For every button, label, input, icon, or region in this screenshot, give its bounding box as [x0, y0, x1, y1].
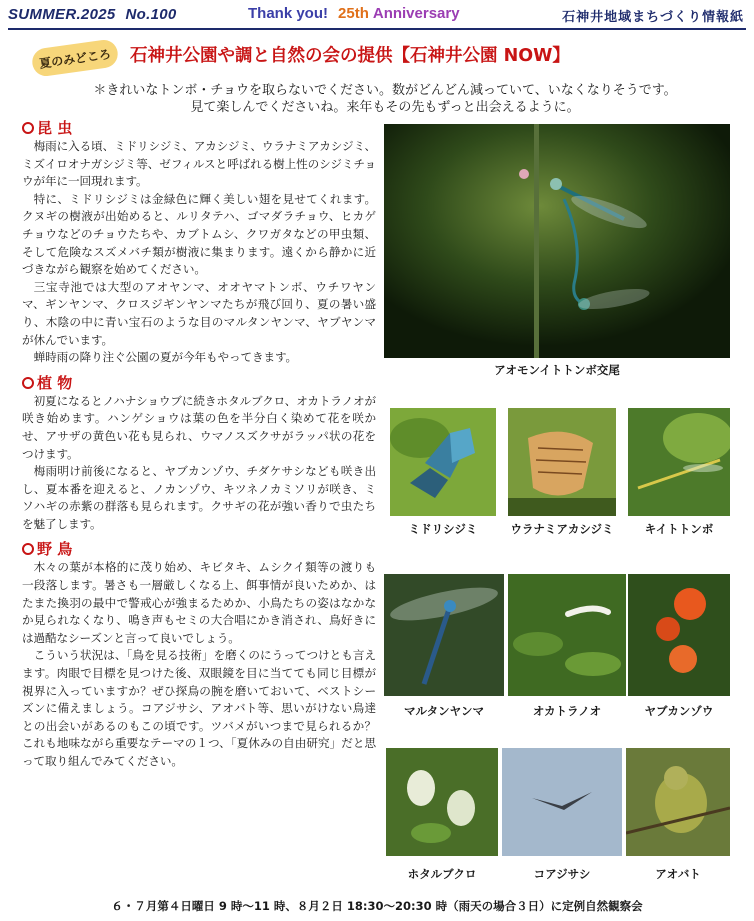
insects-paragraph: 特に、ミドリシジミは金緑色に輝く美しい翅を見せてくれます。クヌギの樹液が出始めると、ルリタテハ、ゴマダラチョウ、ヒカゲチョウなどのチョウたちや、カブトムシ、クワガタなどの甲虫類、そして危険なスズメバチ類が樹液に集まります。遠くから静かに近づきながら観察を始めてください。	[22, 191, 376, 277]
article-title: 石神井公園や調と自然の会の提供【石神井公園 NOW】	[130, 46, 570, 66]
photo-kiito-tombo	[628, 408, 730, 516]
anniversary-number: 25th	[338, 5, 369, 22]
article-body	[22, 116, 376, 771]
plants-paragraph: 初夏になるとノハナショウブに続きホタルブクロ、オカトラノオが咲き始めます。ハンゲショウは葉の色を半分白く染めて花を咲かせ、アサザの黄色い花も見られ、ウマノスズクサがラッパ状の花をつけます。	[22, 393, 376, 461]
caption-midori: ミドリシジミ	[408, 522, 478, 536]
photo-midori-shijimi	[390, 408, 496, 516]
photo-okatoranoo	[508, 574, 626, 696]
caption-yabukan: ヤブカンゾウ	[644, 704, 714, 718]
caption-kiito: キイトトンボ	[644, 522, 714, 536]
damselfly-illustration	[384, 124, 730, 358]
damselfly-illustration	[628, 408, 730, 516]
section-heading-birds: 野 鳥	[22, 539, 376, 559]
masthead	[0, 0, 754, 30]
circle-bullet-icon	[22, 377, 34, 389]
flower-illustration	[386, 748, 498, 856]
photo-koajisashi	[502, 748, 622, 856]
section-heading-insects: 昆 虫	[22, 118, 376, 138]
insects-paragraph: 梅雨に入る頃、ミドリシジミ、アカシジミ、ウラナミアカシジミ、ミズイロオナガシジミ等、ゼフィルスと呼ばれる樹上性のシジミチョウが年に一回現れます。	[22, 139, 376, 189]
intro-line-2: 見て楽しんでくださいね。来年もその先もずっと出会えるように。	[190, 100, 580, 115]
photo-uranami-akashijimi	[508, 408, 616, 516]
photo-hotarubukuro	[386, 748, 498, 856]
thank-you-text: Thank you!	[248, 5, 329, 22]
section-heading-plants: 植 物	[22, 373, 376, 393]
badge-text: 夏のみどころ	[38, 46, 112, 71]
issue-info	[8, 6, 187, 23]
issue-number: No.100	[125, 6, 177, 23]
dragonfly-illustration	[384, 574, 504, 696]
butterfly-illustration	[508, 408, 616, 516]
highlight-badge	[30, 38, 119, 78]
butterfly-illustration	[390, 408, 496, 516]
flower-illustration	[508, 574, 626, 696]
photo-aobato	[626, 748, 730, 856]
header-rule	[8, 28, 746, 30]
circle-bullet-icon	[22, 543, 34, 555]
bird-illustration	[626, 748, 730, 856]
anniversary-banner	[248, 5, 460, 22]
intro-line-1: ＊きれいなトンボ・チョウを取らないでください。数がどんどん減っていて、いなくなりそうです。	[93, 83, 677, 98]
photo-damselfly-mating	[384, 124, 730, 358]
intro-note	[40, 82, 730, 116]
nature-walk-schedule: ６・７月第４日曜日 9 時〜11 時、８月２日 18:30〜20:30 時（雨天の場合３日）に定例自然観察会	[111, 899, 643, 913]
photo-marutan-yanma	[384, 574, 504, 696]
caption-aobato: アオバト	[655, 867, 701, 881]
anniversary-word: Anniversary	[372, 5, 460, 22]
caption-marutan: マルタンヤンマ	[404, 704, 484, 718]
plants-paragraph: 梅雨明け前後になると、ヤブカンゾウ、チダケサシなども咲き出し、夏本番を迎えると、ノカンゾウ、キツネノカミソリが咲き、ミソハギの赤紫の群落も見られます。クサギの花が強い香りで虫たちを魅了します。	[22, 464, 376, 531]
caption-koaji: コアジサシ	[533, 867, 591, 881]
caption-damselfly: アオモンイトトンボ交尾	[494, 363, 620, 377]
flower-illustration	[628, 574, 730, 696]
insects-paragraph: 蝉時雨の降り注ぐ公園の夏が今年もやってきます。	[33, 350, 298, 365]
insects-paragraph: 三宝寺池では大型のアオヤンマ、オオヤマトンボ、ウチワヤンマ、ギンヤンマ、クロスジギンヤンマたちが飛び回り、夏の暑い盛り、木陰の中に青い宝石のような目のマルタンヤンマ、ヤブヤンマが休んでいます。	[22, 279, 376, 347]
paper-name: 石神井地域まちづくり情報紙	[562, 10, 744, 25]
photo-yabukanzou	[628, 574, 730, 696]
bird-illustration	[502, 748, 622, 856]
birds-paragraph: 木々の葉が本格的に茂り始め、キビタキ、ムシクイ類等の渡りも一段落します。暑さも一層厳しくなる上、餌事情が良いためか、はたまた換羽の最中で警戒心が強まるためか、小鳥たちの姿はなかなか見られなくなり、鳴き声もセミの大合唱にかき消され、鳥好きには過酷なシーズンと言って良いでしょう。	[22, 560, 376, 645]
caption-uranami: ウラナミアカシジミ	[510, 522, 614, 536]
caption-okatora: オカトラノオ	[532, 704, 602, 718]
season-label: SUMMER.2025	[8, 6, 116, 23]
birds-paragraph: こういう状況は、「鳥を見る技術」を磨くのにうってつけとも言えます。肉眼で目標を見つけた後、双眼鏡を目に当てても同じ目標が視界に入っていますか？ぜひ探鳥の腕を磨いておいて、ベストシーズンに備えましょう。コアジサシ、アオバト等、思いがけない鳥達との出会いがあるのもこの頃です。ツバメがいつまで見られるか？これも地味ながら重要なテーマの１つ、「夏休みの自由研究」だと思って取り組んでみてください。	[22, 648, 376, 768]
circle-bullet-icon	[22, 122, 34, 134]
caption-hotaru: ホタルブクロ	[407, 867, 477, 881]
